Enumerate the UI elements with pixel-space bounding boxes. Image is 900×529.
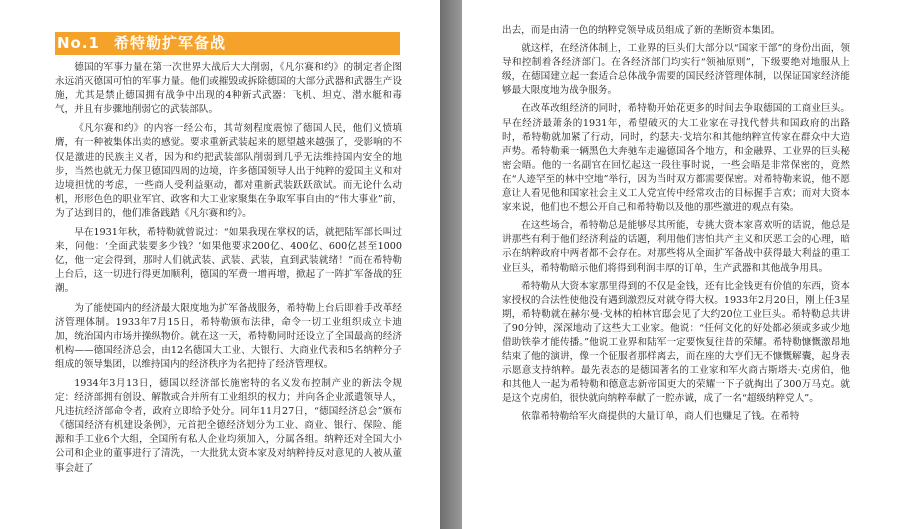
paragraph: 就这样，在经济体制上，工业界的巨头们大部分以“国家干部”的身份出面，领导和控制着各经济部门。在各经济部门均实行“领袖原则”，下级要绝对地服从上级，在德国建立起一套适合总体战争需要的国民经济管理体制，以保证国家经济能够最大限度地为战争服务。 [502,43,850,97]
paragraph: 德国的军事力量在第一次世界大战后大大削弱，《凡尔赛和约》的制定者企图永远消灭德国可怕的军事力量。他们或摧毁或拆除德国的大部分武器和武器生产设施，尤其是禁止德国拥有战争中出现的4种新式武器：飞机、坦克、潜水艇和毒气，并且有步骤地削弱它的武装部队。 [55,62,402,116]
paragraph: 在改革改组经济的同时，希特勒开始花更多的时间去争取德国的工商业巨头。早在经济最萧条的1931年，希望破灭的大工业家在寻找代替共和国政府的出路时，希特勒就加紧了行动，同时，约瑟夫·戈培尔和其他纳粹宣传家在群众中大造声势。希特勒乘一辆黑色大奔驰车走遍德国各个地方，和金融界、工业界的巨头秘密会晤。他的一名副官在回忆起这一段往事时说，一些会晤是非常保密的，竟然在“人迹罕至的林中空地”举行，因为当时双方都需要保密。对希特勒来说，他不愿意让人看见他和国家社会主义工人党宣传中经常攻击的目标握手言欢；而对大资本家来说，他们也不想公开自己和希特勒以及他的那些激进的观点有染。 [502,103,850,214]
right-page [462,0,900,529]
paragraph: 在这些场合，希特勒总是能够尽其所能，专挑大资本家喜欢听的话说，他总是讲那些有利于他们经济利益的话题，利用他们害怕共产主义和厌恶工会的心理，暗示在纳粹政府中两者都不会存在。对那些将从全面扩军备战中获得最大利益的重工业巨头，希特勒暗示他们将得到利润丰厚的订单，生产武器和其他战争用具。 [502,220,850,274]
chapter-banner [55,32,400,55]
paragraph: 为了能使国内的经济最大限度地为扩军备战服务，希特勒上台后即着手改革经济管理体制。1933年7月15日，希特勒颁布法律，命令一切工业组织成立卡迪加，统治国内市场并操纵物价。就在这一天，希特勒同时还设立了全国最高的经济机构——德国经济总会，由12名德国大工业、大银行、大商业代表和5名纳粹分子组成的领导集团，以维持国内的经济秩序为名把持了经济管理权。 [55,302,402,370]
paragraph: 依靠希特勒给军火商提供的大量订单，商人们也赚足了钱。在希特 [521,411,800,423]
paragraph: 早在1931年秋，希特勒就曾说过：“如果我现在掌权的话，就把陆军部长叫过来，问他：‘全面武装要多少钱？’如果他要求200亿、400亿、600亿甚至1000亿，他一定会得到，那时人们就武装、武装、武装，直到武装就绪！”而在希特勒上台后，这一切进行得更加顺利，德国的军费一增再增，掀起了一阵扩军备战的狂潮。 [55,227,402,295]
paragraph: 出去，而是由清一色的纳粹党领导成员组成了新的垄断资本集团。 [502,25,781,36]
chapter-number: No.1 [57,34,100,52]
paragraph: 1934年3月13日，德国以经济部长施密特的名义发布控制产业的新法令规定：经济部拥有创设、解散或合并所有工业组织的权力；并向各企业派遣领导人，凡违抗经济部命令者，政府立即给予处分。同年11月27日，“德国经济总会”颁布《德国经济有机建设条例》，元首把全德经济划分为工业、商业、银行、保险、能源和手工业6个大组，全国所有私人企业均须加入，分属各组。纳粹还对全国大小公司和企业的董事进行了清洗，一大批犹太资本家及对纳粹持反对意见的人被从董事会赶了 [55,377,402,474]
page-gutter [440,0,462,529]
chapter-title: 希特勒扩军备战 [114,34,227,52]
paragraph: 《凡尔赛和约》的内容一经公布，其苛刻程度震惊了德国人民，他们义愤填膺，有一种被集体出卖的感觉。要求重新武装起来的愿望越来越强了，受影响的不仅是激进的民族主义者，因为和约把武装部队削弱到几乎无法维持国内安全的地步，当然也就无力保卫德国四周的边境，许多德国领导人出于纯粹的爱国主义和对边境担忧的考虑，一些商人受利益驱动，都对重新武装跃跃欲试。而无论什么动机，形形色色的职业军官、政客和大工业家聚集在争取军事自由的“伟大事业”前，为了达到目的，他们准备践踏《凡尔赛和约》。 [55,123,402,219]
left-page [0,0,440,529]
paragraph: 希特勒从大资本家那里得到的不仅是金钱，还有比金钱更有价值的东西，资本家授权的合法性使他没有遇到激烈反对就夺得大权。1933年2月20日，刚上任3星期，希特勒就在赫尔曼·戈林的柏林官邸会见了大约20位工业巨头。希特勒总共讲了90分钟，深深地动了这些大工业家。他说：“任何文化的好处都必须或多或少地借助铁拳才能传播。”他说工业界和陆军一定要恢复往昔的荣耀。希特勒慷慨激昂地结束了他的演讲，像一个征服者那样离去，而在座的大亨们无不慷慨解囊，起身表示愿意支持纳粹。最先表态的是德国著名的工业家和军火商古斯塔夫·克虏伯，他和其他人一起为希特勒和德意志新帝国更大的荣耀一下子就掏出了300万马克。就是这个克虏伯，很快就向纳粹奉献了一腔赤诚，成了一名“超级纳粹党人”。 [502,280,850,405]
